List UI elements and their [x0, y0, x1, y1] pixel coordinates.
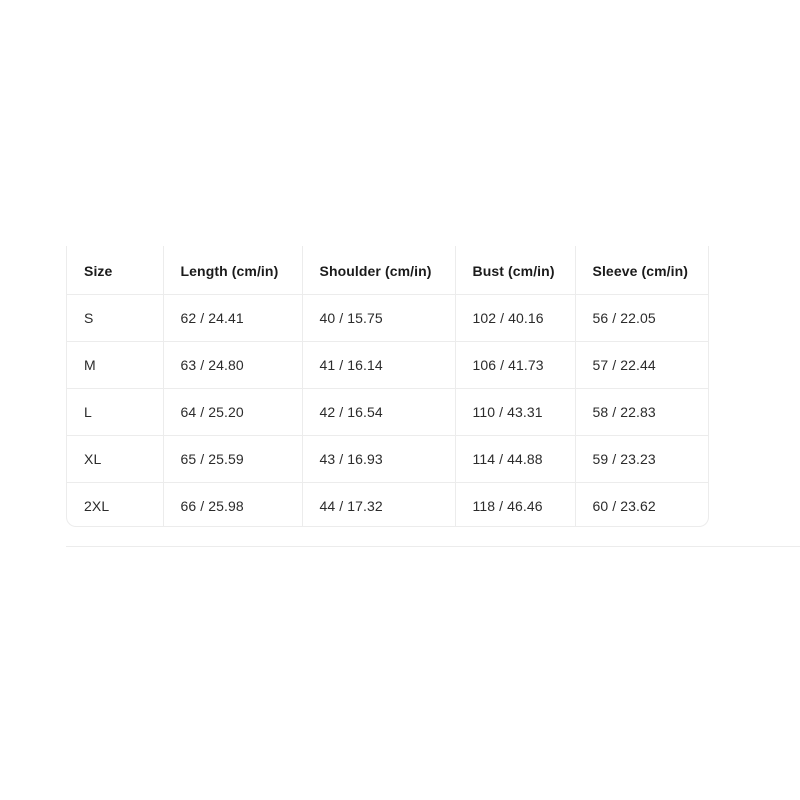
cell-length: 62 / 24.41 [163, 295, 302, 342]
cell-length: 63 / 24.80 [163, 342, 302, 389]
cell-sleeve: 56 / 22.05 [575, 295, 709, 342]
header-size: Size [67, 246, 163, 295]
cell-bust: 106 / 41.73 [455, 342, 575, 389]
cell-bust: 102 / 40.16 [455, 295, 575, 342]
size-chart-body [67, 295, 709, 528]
cell-bust: 114 / 44.88 [455, 436, 575, 483]
table-row [67, 389, 709, 436]
header-row [67, 246, 709, 295]
cell-bust: 110 / 43.31 [455, 389, 575, 436]
cell-size: XL [67, 436, 163, 483]
cell-bust: 118 / 46.46 [455, 483, 575, 528]
cell-sleeve: 58 / 22.83 [575, 389, 709, 436]
cell-sleeve: 59 / 23.23 [575, 436, 709, 483]
section-divider [66, 546, 800, 547]
size-chart-table [67, 246, 709, 527]
cell-shoulder: 43 / 16.93 [302, 436, 455, 483]
cell-shoulder: 44 / 17.32 [302, 483, 455, 528]
table-row [67, 342, 709, 389]
header-length: Length (cm/in) [163, 246, 302, 295]
cell-size: 2XL [67, 483, 163, 528]
cell-shoulder: 40 / 15.75 [302, 295, 455, 342]
header-shoulder: Shoulder (cm/in) [302, 246, 455, 295]
cell-size: L [67, 389, 163, 436]
cell-length: 65 / 25.59 [163, 436, 302, 483]
table-row [67, 436, 709, 483]
header-sleeve: Sleeve (cm/in) [575, 246, 709, 295]
cell-length: 64 / 25.20 [163, 389, 302, 436]
cell-size: S [67, 295, 163, 342]
cell-sleeve: 60 / 23.62 [592, 498, 656, 514]
size-chart-card [66, 246, 709, 527]
cell-length: 66 / 25.98 [163, 483, 302, 528]
cell-shoulder: 41 / 16.14 [302, 342, 455, 389]
header-bust: Bust (cm/in) [455, 246, 575, 295]
cell-shoulder: 42 / 16.54 [302, 389, 455, 436]
table-row [67, 483, 709, 528]
cell-size: M [67, 342, 163, 389]
cell-sleeve: 57 / 22.44 [575, 342, 709, 389]
size-chart-header [67, 246, 709, 295]
table-row [67, 295, 709, 342]
